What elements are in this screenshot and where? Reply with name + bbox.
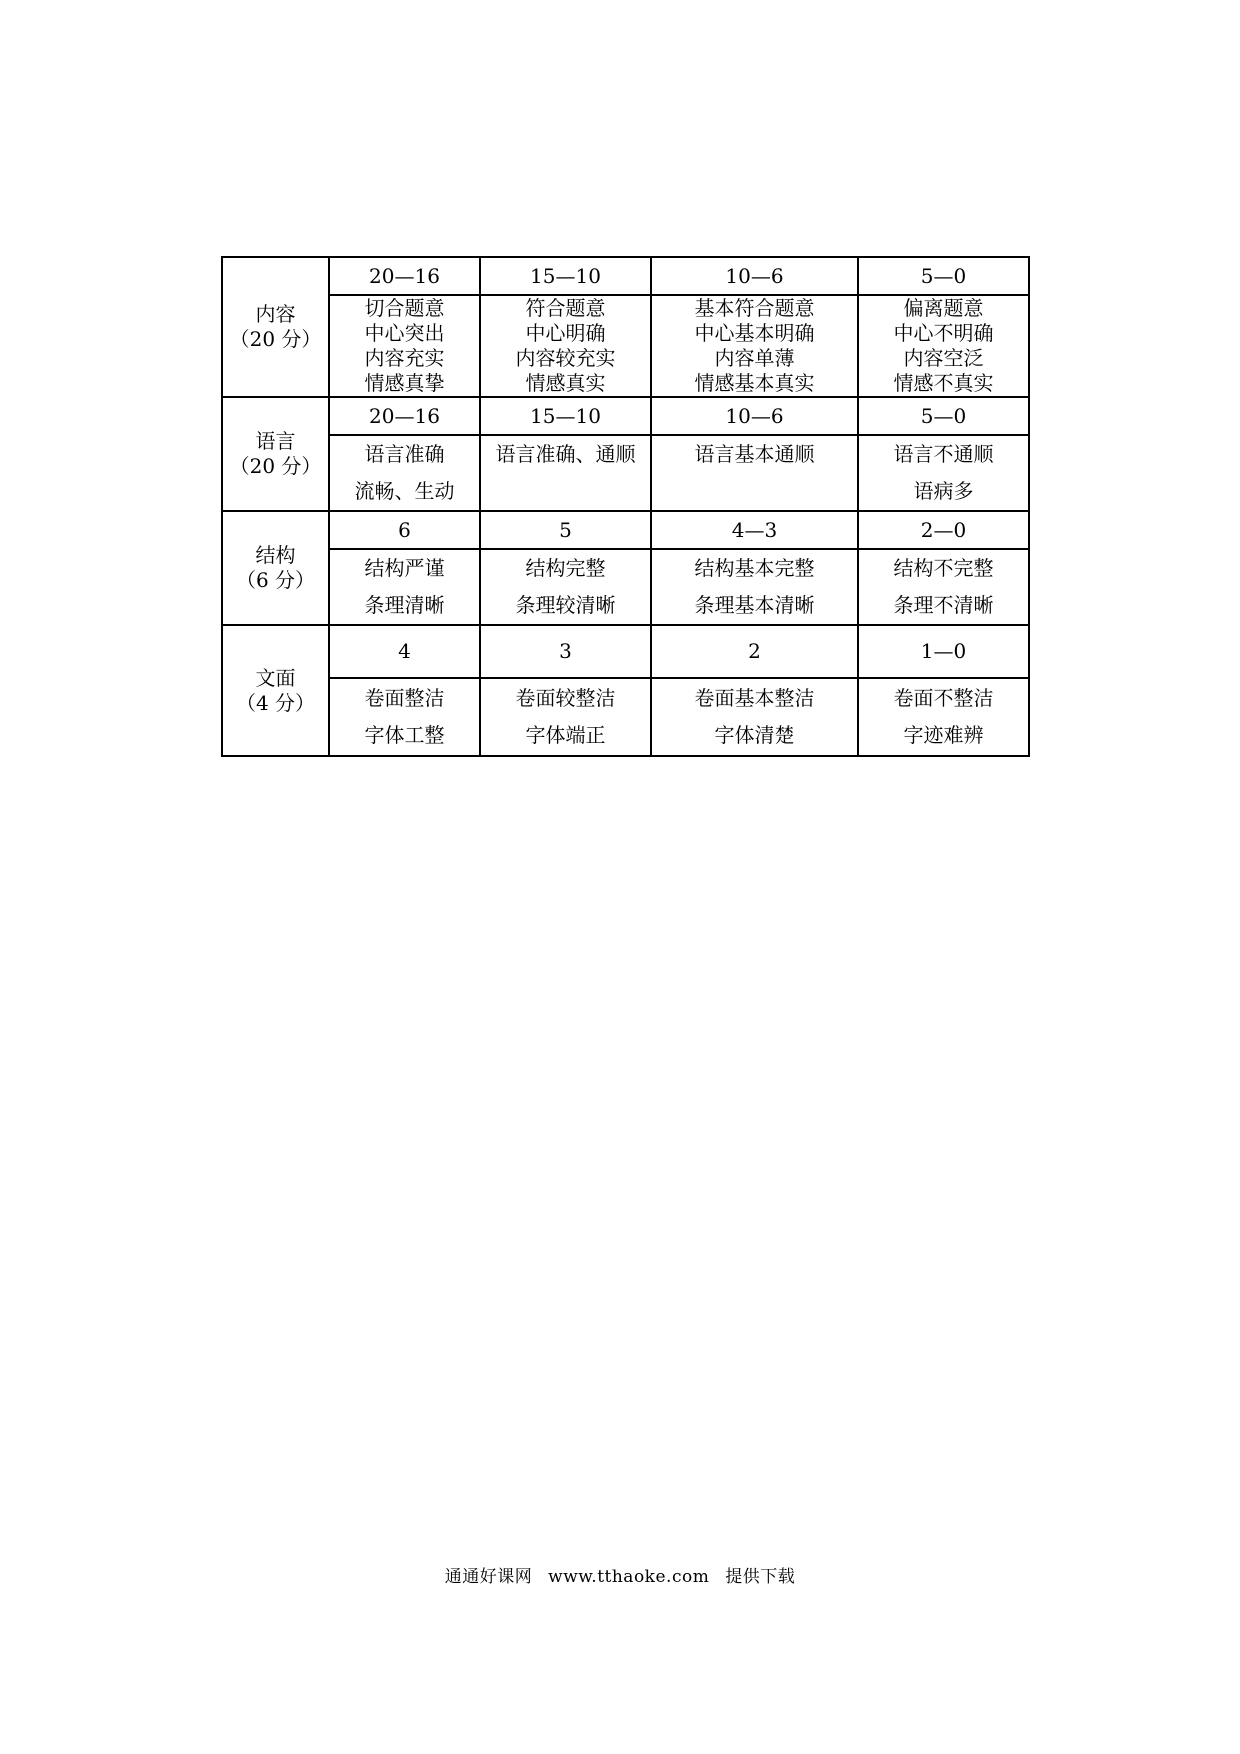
description-line: 语言准确、通顺 (495, 442, 636, 466)
score-range: 4 (329, 625, 480, 678)
description-line: 内容较充实 (515, 346, 616, 370)
description-line: 结构严谨 (364, 556, 445, 580)
rubric-range-row (222, 625, 1029, 678)
category-name: 结构 (255, 543, 296, 567)
description-cell (651, 678, 858, 756)
category-name: 语言 (255, 429, 296, 453)
description-line: 字迹难辨 (903, 723, 984, 747)
score-range: 2 (651, 625, 858, 678)
description-cell (858, 549, 1029, 625)
description-line: 结构基本完整 (694, 556, 815, 580)
rubric-description-row (222, 678, 1029, 756)
category-cell (222, 625, 329, 756)
description-line: 语病多 (913, 479, 974, 503)
description-cell (651, 435, 858, 511)
description-cell (858, 678, 1029, 756)
score-range: 20—16 (329, 257, 480, 295)
description-line: 中心明确 (525, 321, 606, 345)
description-line: 语言准确 (364, 442, 445, 466)
description-line: 字体端正 (525, 723, 606, 747)
description-line: 中心不明确 (893, 321, 994, 345)
rubric-range-row (222, 511, 1029, 549)
description-line: 条理清晰 (364, 593, 445, 617)
score-range: 15—10 (480, 257, 651, 295)
description-line: 内容充实 (364, 346, 445, 370)
description-cell (480, 549, 651, 625)
category-points: （20 分） (229, 327, 322, 351)
footer-note: 提供下载 (725, 1567, 796, 1587)
description-cell (651, 549, 858, 625)
description-cell (480, 678, 651, 756)
description-cell (329, 435, 480, 511)
description-line: 情感真实 (525, 371, 606, 395)
rubric-description-row (222, 549, 1029, 625)
description-line: 字体清楚 (714, 723, 795, 747)
score-range: 6 (329, 511, 480, 549)
score-range: 1—0 (858, 625, 1029, 678)
rubric-description-row (222, 295, 1029, 397)
description-line: 条理基本清晰 (694, 593, 815, 617)
category-points: （6 分） (235, 568, 316, 592)
description-line: 语言不通顺 (893, 442, 994, 466)
description-line: 符合题意 (525, 296, 606, 320)
category-cell (222, 397, 329, 511)
description-line: 卷面不整洁 (893, 686, 994, 710)
rubric-range-row (222, 257, 1029, 295)
description-cell (480, 295, 651, 397)
description-cell (858, 295, 1029, 397)
description-cell (329, 678, 480, 756)
description-line: 情感不真实 (893, 371, 994, 395)
rubric-description-row (222, 435, 1029, 511)
page-footer (0, 1562, 1240, 1587)
category-name: 内容 (255, 302, 296, 326)
score-range: 3 (480, 625, 651, 678)
category-points: （4 分） (235, 690, 316, 715)
description-cell (480, 435, 651, 511)
description-line: 情感基本真实 (694, 371, 815, 395)
description-line: 条理不清晰 (893, 593, 994, 617)
description-cell (329, 295, 480, 397)
description-cell (651, 295, 858, 397)
category-cell (222, 257, 329, 397)
description-line: 字体工整 (364, 723, 445, 747)
description-line: 基本符合题意 (694, 296, 815, 320)
description-line: 语言基本通顺 (694, 442, 815, 466)
description-line: 内容单薄 (714, 346, 795, 370)
description-line: 情感真挚 (364, 371, 445, 395)
description-line: 中心突出 (364, 321, 445, 345)
scoring-rubric-table (221, 256, 1030, 757)
score-range: 10—6 (651, 257, 858, 295)
score-range: 4—3 (651, 511, 858, 549)
footer-site-name: 通通好课网 (444, 1567, 533, 1587)
score-range: 5 (480, 511, 651, 549)
category-cell (222, 511, 329, 625)
description-line: 偏离题意 (903, 296, 984, 320)
description-line: 条理较清晰 (515, 593, 616, 617)
description-line: 结构不完整 (893, 556, 994, 580)
score-range: 10—6 (651, 397, 858, 435)
score-range: 5—0 (858, 257, 1029, 295)
rubric-range-row (222, 397, 1029, 435)
category-name: 文面 (255, 665, 296, 690)
footer-url: www.tthaoke.com (548, 1567, 710, 1587)
score-range: 20—16 (329, 397, 480, 435)
description-line: 结构完整 (525, 556, 606, 580)
description-line: 卷面整洁 (364, 686, 445, 710)
description-line: 卷面较整洁 (515, 686, 616, 710)
category-points: （20 分） (229, 454, 322, 478)
description-cell (858, 435, 1029, 511)
description-line: 卷面基本整洁 (694, 686, 815, 710)
description-line: 流畅、生动 (354, 479, 455, 503)
score-range: 2—0 (858, 511, 1029, 549)
score-range: 5—0 (858, 397, 1029, 435)
score-range: 15—10 (480, 397, 651, 435)
description-line: 切合题意 (364, 296, 445, 320)
description-line: 中心基本明确 (694, 321, 815, 345)
description-cell (329, 549, 480, 625)
description-line: 内容空泛 (903, 346, 984, 370)
